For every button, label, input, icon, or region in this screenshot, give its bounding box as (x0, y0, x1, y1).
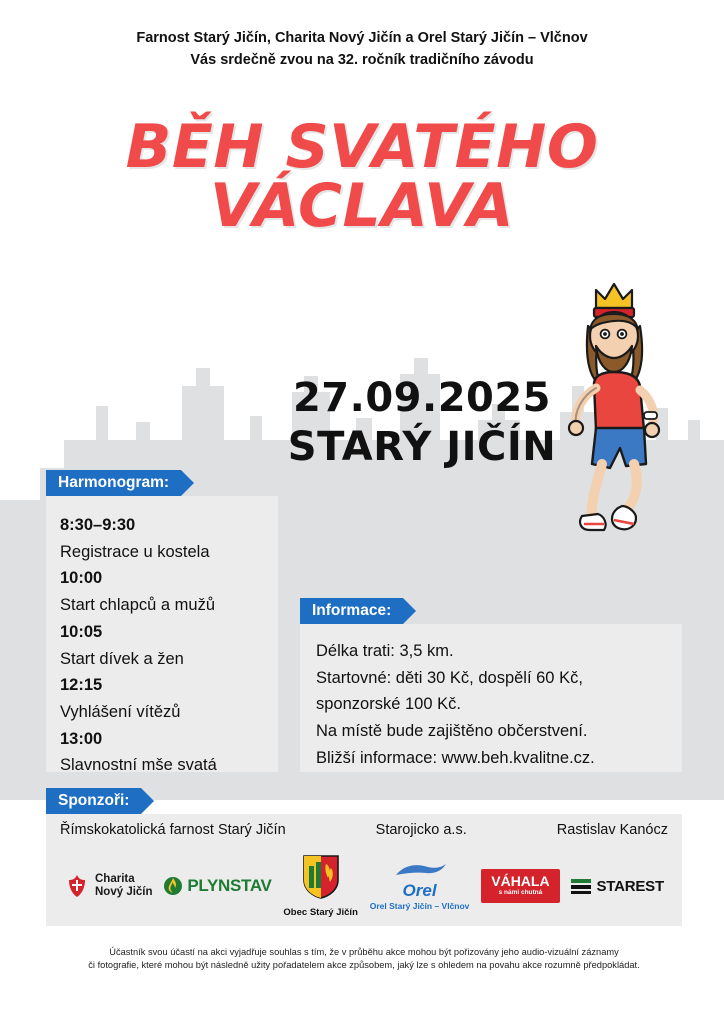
charita-novy-jicin-logo (64, 873, 153, 899)
plynstav-logo (164, 874, 271, 898)
title-line-2: VÁCLAVA (210, 170, 514, 241)
runner-illustration (548, 272, 708, 572)
harmonogram-heading: Harmonogram: (46, 470, 181, 496)
harmonogram-time-4: 12:15 (60, 676, 103, 695)
disclaimer-text (46, 946, 682, 973)
informace-line-1: Délka trati: 3,5 km. (316, 642, 454, 660)
starest-logo-text: STAREST (596, 877, 664, 895)
harmonogram-text-5: Slavnostní mše svatá (60, 756, 217, 775)
plynstav-logo-text: PLYNSTAV (187, 876, 272, 895)
harmonogram-text-2: Start chlapců a mužů (60, 596, 215, 615)
harmonogram-panel (46, 496, 278, 775)
harmonogram-time-5: 13:00 (60, 729, 103, 748)
event-date: 27.09.2025 (292, 375, 552, 421)
vahala-logo (481, 869, 559, 903)
harmonogram-time-3: 10:05 (60, 622, 103, 641)
charita-cross-icon (64, 873, 90, 899)
orel-logo-subtext: Orel Starý Jičín – Vlčnov (369, 901, 470, 911)
informace-line-4: Na místě bude zajištěno občerstvení. (316, 722, 588, 741)
harmonogram-text-3: Start dívek a žen (60, 649, 184, 668)
flame-icon (164, 874, 182, 898)
sponsor-name-3: Rastislav Kanócz (556, 822, 668, 838)
invitation-text (0, 28, 724, 72)
disclaimer-line-1: Účastník svou účastí na akci vyjadřuje souhlas s tím, že v průběhu akce mohou být pořizovány jeho audio-vizuální záznamy (109, 947, 619, 957)
sponsor-names (46, 822, 682, 838)
obec-stary-jicin-logo (283, 854, 357, 918)
invitation-line-2: Vás srdečně zvou na 32. ročník tradičního závodu (190, 51, 534, 68)
sponzori-heading: Sponzoři: (46, 788, 141, 814)
informace-panel (300, 624, 682, 772)
invitation-line-1: Farnost Starý Jičín, Charita Nový Jičín a Orel Starý Jičín – Vlčnov (136, 30, 588, 46)
charita-logo-line-2: Nový Jičín (95, 886, 153, 898)
disclaimer-line-2: či fotografie, které mohou být následně užity pořadatelem akce způsobem, jaký lze s ohledem na povahu akce rozumně předpokládat. (88, 960, 640, 971)
orel-logo-text: Orel (402, 881, 437, 900)
sponsor-logos (46, 852, 682, 920)
informace-line-5[interactable]: Bližší informace: www.beh.kvalitne.cz. (316, 748, 595, 767)
sponsor-name-2: Starojicko a.s. (375, 822, 467, 838)
obec-logo-caption: Obec Starý Jičín (283, 907, 358, 918)
informace-heading: Informace: (300, 598, 403, 624)
orel-logo (370, 861, 470, 911)
harmonogram-time-1: 8:30–9:30 (60, 516, 136, 534)
harmonogram-text-1: Registrace u kostela (60, 542, 210, 561)
charita-logo-line-1: Charita (95, 872, 135, 885)
sponsor-name-1: Římskokatolická farnost Starý Jičín (60, 822, 286, 838)
orel-bird-icon (390, 861, 450, 881)
title-line-1: BĚH SVATÉHO (125, 112, 599, 182)
vahala-logo-text: VÁHALA (491, 873, 550, 890)
harmonogram-time-2: 10:00 (60, 569, 103, 588)
starest-bars-icon (571, 877, 591, 895)
vahala-logo-subtext: s námi chutná (498, 889, 543, 897)
informace-line-2: Startovné: děti 30 Kč, dospělí 60 Kč, (316, 668, 583, 687)
page-title (0, 112, 724, 241)
informace-line-3: sponzorské 100 Kč. (316, 695, 461, 714)
event-place: STARÝ JIČÍN (287, 423, 557, 470)
charita-logo-text (95, 873, 153, 899)
starest-logo (571, 877, 664, 895)
event-date-place (262, 374, 582, 472)
harmonogram-text-4: Vyhlášení vítězů (60, 703, 181, 722)
coat-of-arms-icon (301, 854, 341, 900)
